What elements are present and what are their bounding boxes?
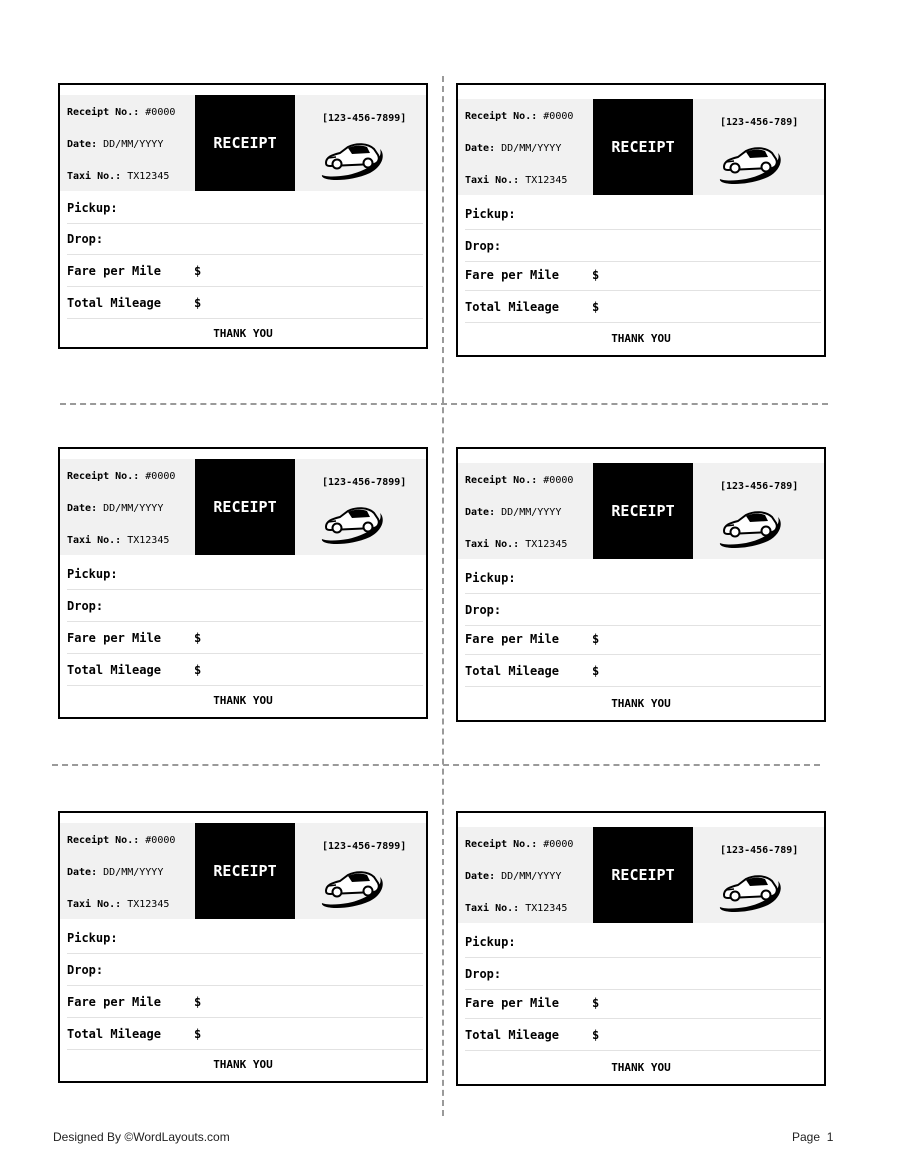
thank-you-text: THANK YOU — [213, 327, 273, 340]
drop-label: Drop: — [67, 232, 104, 246]
receipt-number-value: #0000 — [543, 839, 574, 850]
horizontal-cut-line — [60, 403, 828, 405]
receipt-header — [458, 463, 824, 559]
drop-row — [465, 595, 821, 626]
mileage-label: Total Mileage — [67, 663, 161, 677]
receipt-number — [465, 839, 573, 850]
receipt-number — [465, 475, 573, 486]
drop-label: Drop: — [67, 963, 104, 977]
taxi-number-value: TX12345 — [525, 539, 568, 550]
receipt-title: RECEIPT — [611, 502, 675, 520]
drop-row — [67, 591, 423, 622]
mileage-row — [67, 1019, 423, 1050]
receipt-date — [67, 139, 163, 150]
mileage-currency: $ — [194, 296, 202, 310]
car-icon — [318, 865, 386, 911]
thank-you-text: THANK YOU — [213, 694, 273, 707]
pickup-row — [67, 559, 423, 590]
drop-row — [67, 955, 423, 986]
date-value: DD/MM/YYYY — [103, 503, 164, 514]
mileage-row — [67, 288, 423, 319]
title-box — [593, 827, 693, 923]
taxi-number-label: Taxi No.: — [67, 535, 122, 546]
receipt-date — [465, 871, 561, 882]
thank-you-text: THANK YOU — [611, 332, 671, 345]
receipt-date — [465, 507, 561, 518]
designer-credit: Designed By ©WordLayouts.com — [53, 1130, 230, 1144]
pickup-label: Pickup: — [67, 931, 118, 945]
pickup-row — [67, 923, 423, 954]
receipt-date — [67, 503, 163, 514]
title-box — [195, 95, 295, 191]
drop-label: Drop: — [465, 967, 502, 981]
receipt-number-label: Receipt No.: — [67, 835, 140, 846]
receipt-number-label: Receipt No.: — [67, 107, 140, 118]
date-label: Date: — [67, 503, 98, 514]
date-label: Date: — [67, 139, 98, 150]
receipt-title: RECEIPT — [213, 134, 277, 152]
receipt-title: RECEIPT — [611, 138, 675, 156]
mileage-row — [465, 656, 821, 687]
drop-label: Drop: — [465, 603, 502, 617]
thank-you-text: THANK YOU — [611, 697, 671, 710]
pickup-label: Pickup: — [67, 201, 118, 215]
drop-label: Drop: — [465, 239, 502, 253]
fare-row — [67, 256, 423, 287]
fare-label: Fare per Mile — [465, 268, 559, 282]
pickup-label: Pickup: — [465, 935, 516, 949]
taxi-number-value: TX12345 — [127, 171, 170, 182]
receipt-number-value: #0000 — [145, 107, 176, 118]
date-value: DD/MM/YYYY — [501, 871, 562, 882]
pickup-label: Pickup: — [67, 567, 118, 581]
title-box — [593, 463, 693, 559]
mileage-label: Total Mileage — [67, 296, 161, 310]
receipt-card — [58, 447, 428, 719]
fare-currency: $ — [592, 268, 600, 282]
fare-label: Fare per Mile — [465, 996, 559, 1010]
taxi-number — [465, 903, 567, 914]
date-label: Date: — [465, 143, 496, 154]
receipt-number — [67, 107, 175, 118]
receipt-title: RECEIPT — [611, 866, 675, 884]
taxi-number-value: TX12345 — [525, 903, 568, 914]
receipt-header — [458, 827, 824, 923]
pickup-label: Pickup: — [465, 207, 516, 221]
receipt-header — [60, 95, 426, 191]
receipt-card — [456, 811, 826, 1086]
receipt-card — [58, 83, 428, 349]
title-box — [195, 459, 295, 555]
receipt-card — [456, 447, 826, 722]
car-icon — [318, 137, 386, 183]
drop-row — [67, 224, 423, 255]
pickup-row — [465, 927, 821, 958]
fare-label: Fare per Mile — [67, 264, 161, 278]
mileage-currency: $ — [592, 300, 600, 314]
receipt-number-value: #0000 — [145, 471, 176, 482]
fare-currency: $ — [194, 995, 202, 1009]
fare-currency: $ — [592, 996, 600, 1010]
date-value: DD/MM/YYYY — [501, 507, 562, 518]
thank-you-text: THANK YOU — [213, 1058, 273, 1071]
phone-number: [123-456-7899] — [322, 841, 407, 852]
receipt-number-label: Receipt No.: — [465, 111, 538, 122]
pickup-row — [465, 563, 821, 594]
mileage-label: Total Mileage — [465, 664, 559, 678]
drop-label: Drop: — [67, 599, 104, 613]
mileage-row — [465, 292, 821, 323]
mileage-currency: $ — [194, 663, 202, 677]
mileage-currency: $ — [194, 1027, 202, 1041]
receipt-header — [458, 99, 824, 195]
taxi-number — [67, 535, 169, 546]
title-box — [195, 823, 295, 919]
phone-number: [123-456-789] — [720, 481, 799, 492]
car-icon — [716, 505, 784, 551]
fare-row — [465, 260, 821, 291]
receipt-card — [58, 811, 428, 1083]
receipt-number — [465, 111, 573, 122]
pickup-row — [67, 193, 423, 224]
mileage-label: Total Mileage — [465, 300, 559, 314]
taxi-number-value: TX12345 — [127, 899, 170, 910]
fare-row — [67, 987, 423, 1018]
mileage-row — [67, 655, 423, 686]
taxi-number — [465, 539, 567, 550]
fare-currency: $ — [194, 264, 202, 278]
date-value: DD/MM/YYYY — [501, 143, 562, 154]
taxi-number — [67, 171, 169, 182]
taxi-number-label: Taxi No.: — [67, 899, 122, 910]
car-icon — [716, 869, 784, 915]
fare-label: Fare per Mile — [67, 995, 161, 1009]
receipt-title: RECEIPT — [213, 498, 277, 516]
fare-currency: $ — [592, 632, 600, 646]
receipt-number — [67, 835, 175, 846]
receipt-date — [465, 143, 561, 154]
taxi-number-value: TX12345 — [127, 535, 170, 546]
taxi-number-label: Taxi No.: — [465, 175, 520, 186]
receipt-number — [67, 471, 175, 482]
fare-label: Fare per Mile — [67, 631, 161, 645]
fare-row — [465, 988, 821, 1019]
receipt-header — [60, 459, 426, 555]
date-label: Date: — [67, 867, 98, 878]
car-icon — [318, 501, 386, 547]
fare-currency: $ — [194, 631, 202, 645]
receipt-number-label: Receipt No.: — [465, 475, 538, 486]
receipt-number-label: Receipt No.: — [465, 839, 538, 850]
title-box — [593, 99, 693, 195]
taxi-number-label: Taxi No.: — [67, 171, 122, 182]
receipt-number-value: #0000 — [145, 835, 176, 846]
phone-number: [123-456-789] — [720, 845, 799, 856]
receipt-date — [67, 867, 163, 878]
date-value: DD/MM/YYYY — [103, 139, 164, 150]
mileage-currency: $ — [592, 664, 600, 678]
receipt-card — [456, 83, 826, 357]
page-number: Page 1 — [792, 1130, 834, 1144]
receipt-number-value: #0000 — [543, 111, 574, 122]
horizontal-cut-line — [52, 764, 820, 766]
vertical-cut-line — [442, 76, 444, 1116]
taxi-number-value: TX12345 — [525, 175, 568, 186]
phone-number: [123-456-7899] — [322, 113, 407, 124]
drop-row — [465, 231, 821, 262]
receipt-number-label: Receipt No.: — [67, 471, 140, 482]
taxi-number-label: Taxi No.: — [465, 539, 520, 550]
taxi-number — [67, 899, 169, 910]
date-label: Date: — [465, 871, 496, 882]
date-label: Date: — [465, 507, 496, 518]
fare-label: Fare per Mile — [465, 632, 559, 646]
car-icon — [716, 141, 784, 187]
phone-number: [123-456-789] — [720, 117, 799, 128]
taxi-number-label: Taxi No.: — [465, 903, 520, 914]
taxi-number — [465, 175, 567, 186]
fare-row — [465, 624, 821, 655]
pickup-label: Pickup: — [465, 571, 516, 585]
mileage-label: Total Mileage — [465, 1028, 559, 1042]
receipt-number-value: #0000 — [543, 475, 574, 486]
fare-row — [67, 623, 423, 654]
drop-row — [465, 959, 821, 990]
mileage-label: Total Mileage — [67, 1027, 161, 1041]
receipt-title: RECEIPT — [213, 862, 277, 880]
thank-you-text: THANK YOU — [611, 1061, 671, 1074]
mileage-currency: $ — [592, 1028, 600, 1042]
date-value: DD/MM/YYYY — [103, 867, 164, 878]
mileage-row — [465, 1020, 821, 1051]
phone-number: [123-456-7899] — [322, 477, 407, 488]
receipt-header — [60, 823, 426, 919]
pickup-row — [465, 199, 821, 230]
